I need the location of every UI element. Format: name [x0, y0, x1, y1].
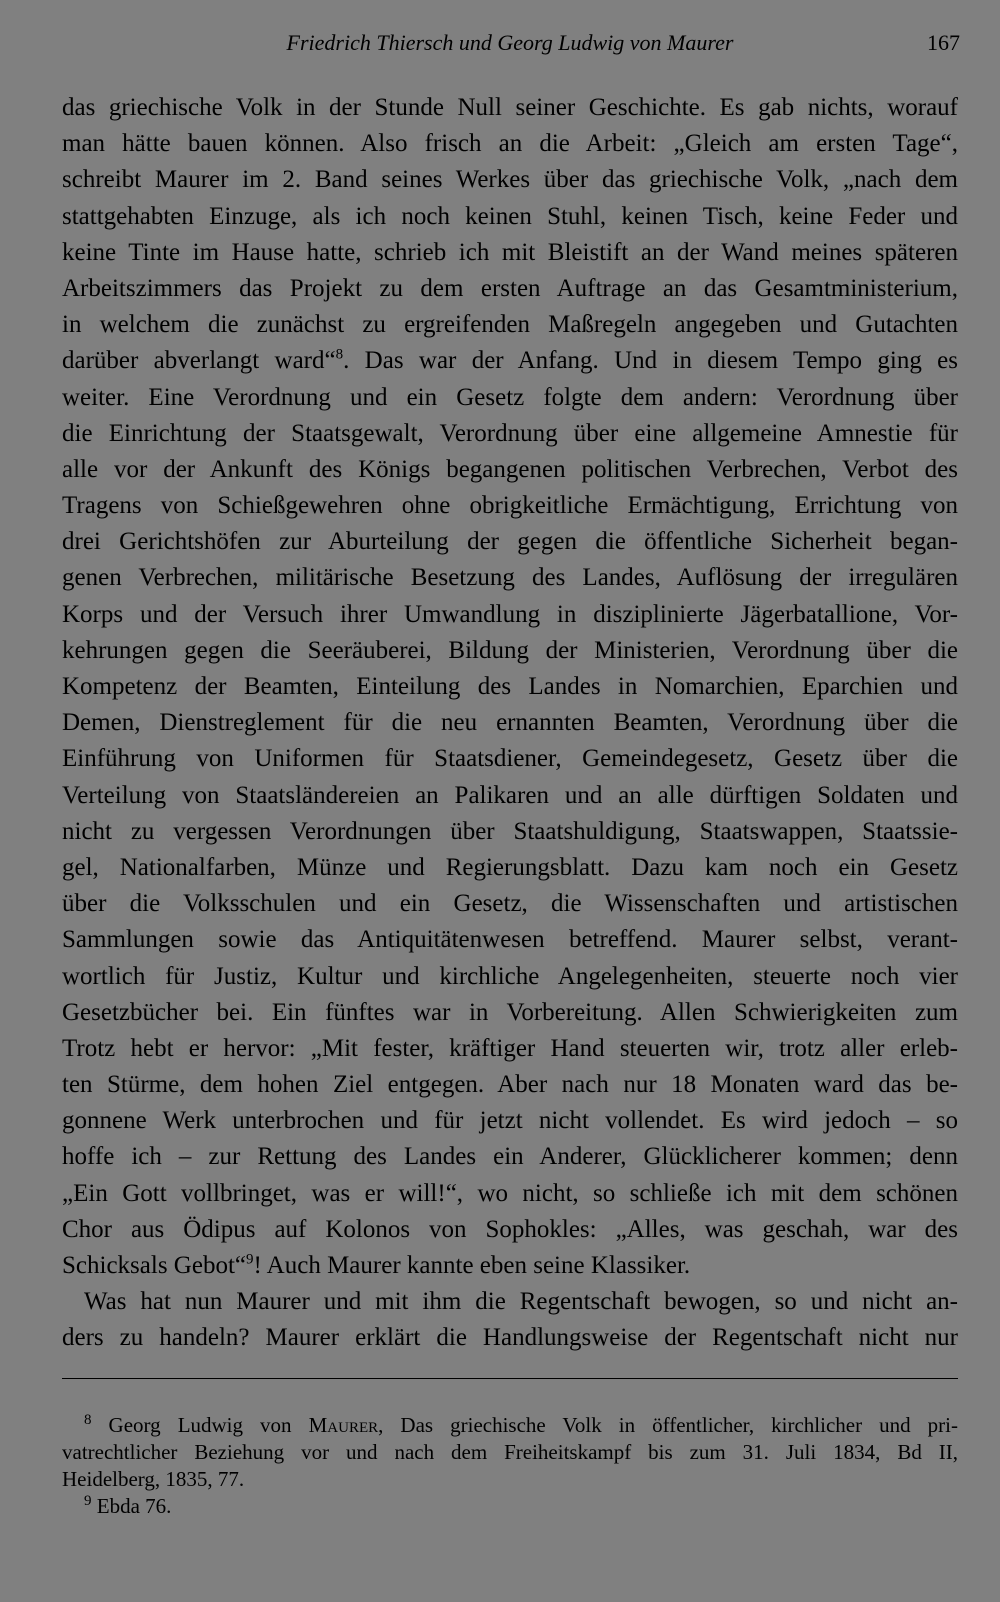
footnote-ref-8[interactable]: 8 — [335, 346, 344, 363]
text-fragment: darüber abverlangt ward“ — [62, 347, 336, 375]
text-line: Korps und der Versuch ihrer Umwandlung in disziplinierte Jägerbatallione, Vor- — [62, 600, 958, 628]
text-line: Kompetenz der Beamten, Einteilung des Landes in Nomarchien, Eparchien und — [62, 673, 958, 700]
footnote-text: , Das griechische Volk in öffentlicher, kirchlicher und pri- — [378, 1413, 958, 1437]
footnote-8-line: vatrechtlicher Beziehung vor und nach dem Freiheitskampf bis zum 31. Juli 1834, Bd II, — [62, 1440, 958, 1464]
text-fragment: . Das war der Anfang. Und in diesem Tempo ging es — [343, 347, 958, 375]
text-line: keine Tinte im Hause hatte, schrieb ich mit Bleistift an der Wand meines späteren — [62, 238, 958, 266]
text-line: kehrungen gegen die Seeräuberei, Bildung der Ministerien, Verordnung über die — [62, 636, 958, 664]
text-line: ders zu handeln? Maurer erklärt die Handlungsweise der Regentschaft nicht nur — [62, 1324, 958, 1352]
footnotes — [62, 1412, 958, 1520]
text-line: nicht zu vergessen Verordnungen über Staatshuldigung, Staatswappen, Staatssie- — [62, 817, 958, 845]
text-line: Was hat nun Maurer und mit ihm die Regentschaft bewogen, so und nicht an- — [84, 1288, 958, 1316]
text-line: Demen, Dienstreglement für die neu ernannten Beamten, Verordnung über die — [62, 709, 958, 737]
footnote-marker: 8 — [84, 1412, 92, 1428]
text-line: Tragens von Schießgewehren ohne obrigkeitliche Ermächtigung, Errichtung von — [62, 492, 958, 520]
text-line: über die Volksschulen und ein Gesetz, die Wissenschaften und artistischen — [62, 890, 958, 918]
footnote-ref-9[interactable]: 9 — [245, 1251, 254, 1268]
text-line: das griechische Volk in der Stunde Null seiner Geschichte. Es gab nichts, worauf — [62, 94, 958, 121]
text-line: Chor aus Ödipus auf Kolonos von Sophokles: „Alles, was geschah, war des — [62, 1215, 958, 1243]
footnote-divider — [62, 1378, 958, 1379]
footnote-text: Ebda 76. — [96, 1494, 172, 1518]
footnote-marker: 9 — [84, 1493, 92, 1509]
text-line: Sammlungen sowie das Antiquitätenwesen betreffend. Maurer selbst, verant- — [62, 926, 958, 954]
text-line: schreibt Maurer im 2. Band seines Werkes über das griechische Volk, „nach dem — [62, 166, 958, 194]
text-line: wortlich für Justiz, Kultur und kirchliche Angelegenheiten, steuerte noch vier — [62, 962, 958, 990]
footnote-9 — [62, 1493, 958, 1520]
text-line: „Ein Gott vollbringet, was er will!“, wo nicht, so schließe ich mit dem schönen — [62, 1179, 958, 1207]
running-title: Friedrich Thiersch und Georg Ludwig von Maurer — [286, 30, 734, 55]
text-line: drei Gerichtshöfen zur Aburteilung der gegen die öffentliche Sicherheit began- — [62, 528, 958, 556]
text-fragment: ! Auch Maurer kannte eben seine Klassiker. — [253, 1252, 691, 1279]
footnote-8-line: Heidelberg, 1835, 77. — [62, 1467, 245, 1491]
text-line — [62, 343, 958, 379]
text-line: Gesetzbücher bei. Ein fünftes war in Vorbereitung. Allen Schwierigkeiten zum — [62, 998, 958, 1026]
main-text — [62, 90, 958, 1357]
text-line: Trotz hebt er hervor: „Mit fester, kräftiger Hand steuerten wir, trotz aller erleb- — [62, 1034, 958, 1062]
text-line: gonnene Werk unterbrochen und für jetzt nicht vollendet. Es wird jedoch – so — [62, 1107, 958, 1135]
text-line: stattgehabten Einzuge, als ich noch keinen Stuhl, keinen Tisch, keine Feder und — [62, 202, 958, 230]
text-line: hoffe ich – zur Rettung des Landes ein Anderer, Glücklicherer kommen; denn — [62, 1143, 958, 1171]
footnote-text: Georg Ludwig von — [108, 1413, 292, 1437]
footnote-author-surname: Maurer — [308, 1413, 379, 1437]
text-line: in welchem die zunächst zu ergreifenden Maßregeln angegeben und Gutachten — [62, 311, 958, 339]
text-line: Einführung von Uniformen für Staatsdiener, Gemeindegesetz, Gesetz über die — [62, 745, 958, 773]
text-line: Verteilung von Staatsländereien an Palikaren und an alle dürftigen Soldaten und — [62, 781, 958, 809]
running-header — [60, 30, 960, 60]
text-line: Arbeitszimmers das Projekt zu dem ersten Auftrage an das Gesamtministerium, — [62, 274, 958, 302]
text-line: gel, Nationalfarben, Münze und Regierungsblatt. Dazu kam noch ein Gesetz — [62, 853, 958, 881]
text-fragment: Schicksals Gebot“ — [62, 1252, 246, 1279]
text-line: man hätte bauen können. Also frisch an die Arbeit: „Gleich am ersten Tage“, — [62, 130, 958, 158]
text-line: ten Stürme, dem hohen Ziel entgegen. Aber nach nur 18 Monaten ward das be- — [62, 1071, 958, 1099]
text-line: alle vor der Ankunft des Königs begangenen politischen Verbrechen, Verbot des — [62, 455, 958, 483]
text-line — [62, 1248, 958, 1284]
page-number: 167 — [927, 30, 960, 55]
text-line: weiter. Eine Verordnung und ein Gesetz folgte dem andern: Verordnung über — [62, 383, 958, 411]
footnote-8 — [62, 1412, 958, 1439]
text-line: genen Verbrechen, militärische Besetzung des Landes, Auflösung der irregulären — [62, 564, 958, 592]
text-line: die Einrichtung der Staatsgewalt, Verordnung über eine allgemeine Amnestie für — [62, 419, 958, 447]
